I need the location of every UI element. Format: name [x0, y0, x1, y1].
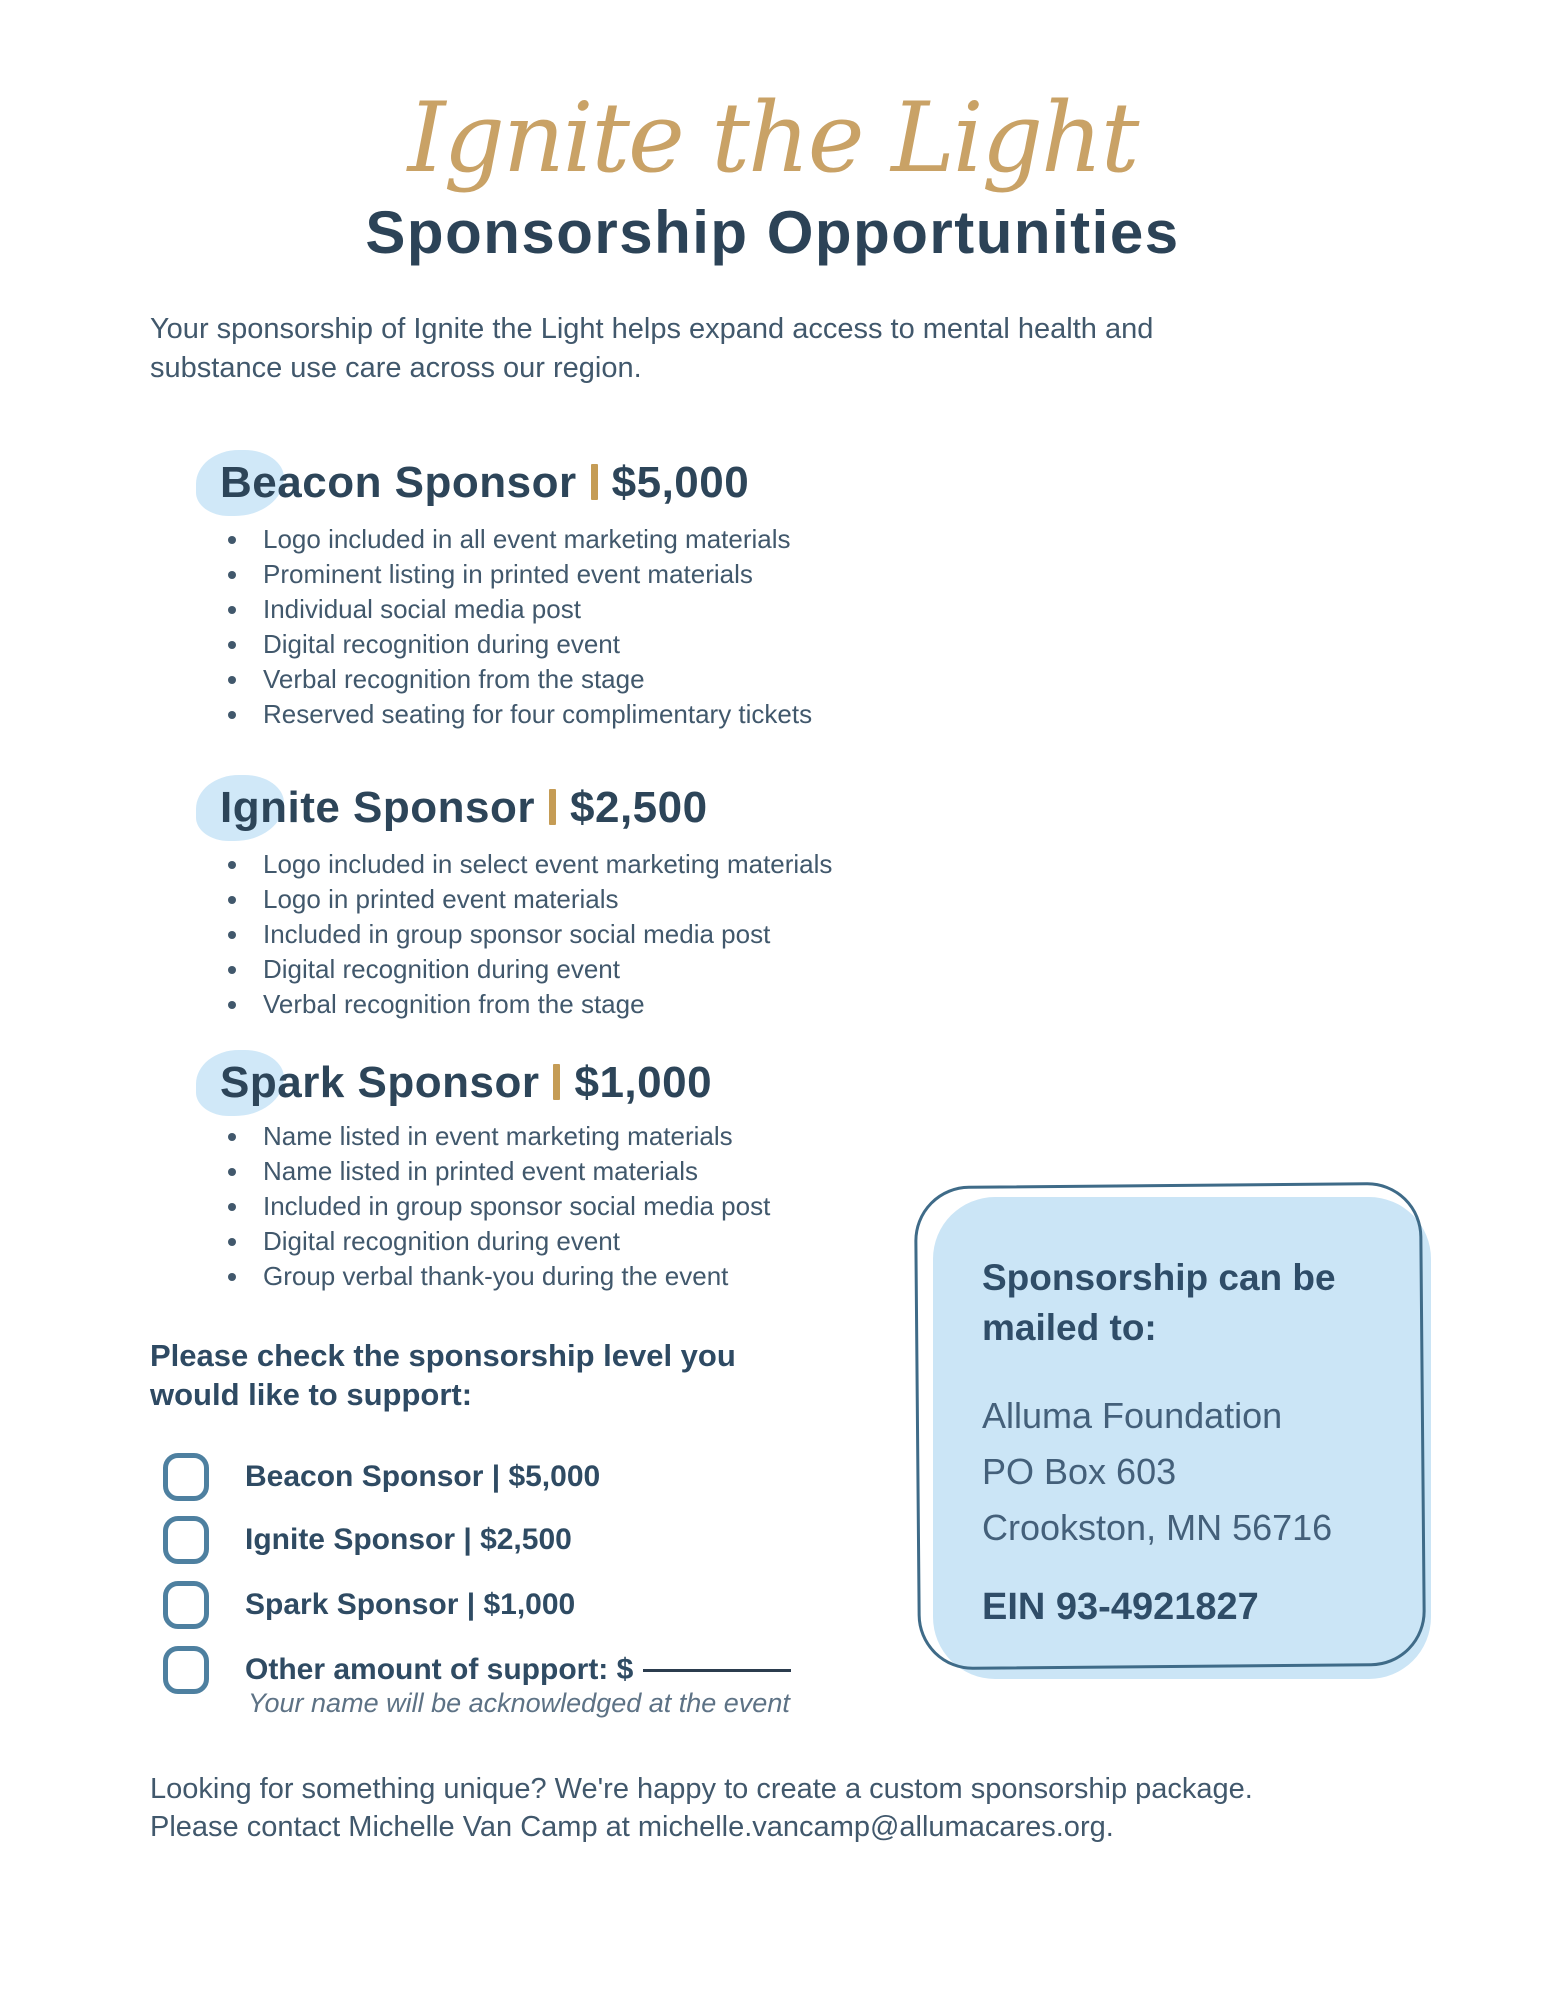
checkbox-spark[interactable] — [163, 1581, 209, 1629]
benefit-item: Digital recognition during event — [220, 627, 812, 662]
checkbox-other[interactable] — [163, 1646, 209, 1694]
tier-name: Ignite Sponsor — [220, 783, 535, 832]
benefit-item: Name listed in event marketing materials — [220, 1119, 770, 1154]
ein-number: EIN 93-4921827 — [982, 1586, 1259, 1628]
tier-price: $5,000 — [611, 458, 750, 507]
benefit-item: Verbal recognition from the stage — [220, 987, 832, 1022]
intro-paragraph — [150, 310, 1410, 388]
checkbox-beacon[interactable] — [163, 1453, 209, 1501]
benefit-item: Verbal recognition from the stage — [220, 662, 812, 697]
bullet-icon — [228, 1168, 236, 1176]
footer-line-2: Please contact Michelle Van Camp at michelle.vancamp@allumacares.org. — [150, 1811, 1114, 1843]
bullet-icon — [228, 931, 236, 939]
option-label-beacon: Beacon Sponsor | $5,000 — [245, 1460, 601, 1493]
event-script-title: Ignite the Light — [407, 82, 1138, 194]
intro-line-1: Your sponsorship of Ignite the Light helps expand access to mental health and — [150, 313, 1154, 345]
amount-input-line[interactable] — [643, 1669, 791, 1672]
benefit-item: Group verbal thank-you during the event — [220, 1259, 770, 1294]
bullet-icon — [228, 1273, 236, 1281]
mailing-box-heading: Sponsorship can be mailed to: — [982, 1257, 1336, 1348]
benefit-item: Included in group sponsor social media post — [220, 1189, 770, 1224]
benefit-item: Digital recognition during event — [220, 1224, 770, 1259]
bullet-icon — [228, 861, 236, 869]
other-amount-note: Your name will be acknowledged at the event — [248, 1688, 790, 1718]
form-heading-line-1: Please check the sponsorship level you — [150, 1338, 736, 1373]
benefit-item: Name listed in printed event materials — [220, 1154, 770, 1189]
benefit-item: Included in group sponsor social media post — [220, 917, 832, 952]
tier-heading-ignite — [220, 783, 708, 833]
mailing-address — [982, 1388, 1402, 1556]
bullet-icon — [228, 1001, 236, 1009]
option-label-other: Other amount of support: $ — [245, 1646, 791, 1694]
tier-heading-spark — [220, 1058, 712, 1108]
form-heading — [150, 1336, 790, 1414]
tier-name: Spark Sponsor — [220, 1058, 540, 1107]
tier-benefits-ignite — [220, 847, 832, 1022]
form-heading-line-2: would like to support: — [150, 1377, 473, 1412]
bullet-icon — [228, 1133, 236, 1141]
intro-line-2: substance use care across our region. — [150, 352, 642, 384]
tier-price: $2,500 — [570, 783, 708, 832]
bullet-icon — [228, 896, 236, 904]
benefit-item: Prominent listing in printed event materials — [220, 557, 812, 592]
benefit-item: Logo in printed event materials — [220, 882, 832, 917]
bullet-icon — [228, 606, 236, 614]
bullet-icon — [228, 966, 236, 974]
benefit-item: Reserved seating for four complimentary tickets — [220, 697, 812, 732]
tier-name: Beacon Sponsor — [220, 458, 577, 507]
mailing-city: Crookston, MN 56716 — [982, 1507, 1333, 1548]
option-label-ignite: Ignite Sponsor | $2,500 — [245, 1523, 572, 1556]
bullet-icon — [228, 711, 236, 719]
tier-benefits-beacon — [220, 522, 812, 732]
checkbox-ignite[interactable] — [163, 1516, 209, 1564]
mailing-org: Alluma Foundation — [982, 1395, 1283, 1436]
tier-heading-beacon — [220, 458, 749, 508]
bullet-icon — [228, 1238, 236, 1246]
separator-bar — [591, 464, 598, 500]
benefit-item: Digital recognition during event — [220, 952, 832, 987]
separator-bar — [553, 1064, 560, 1100]
footer-contact — [150, 1770, 1510, 1846]
footer-line-1: Looking for something unique? We're happy to create a custom sponsorship package. — [150, 1773, 1253, 1805]
page-title: Sponsorship Opportunities — [365, 199, 1180, 266]
tier-price: $1,000 — [574, 1058, 713, 1107]
mailing-po-box: PO Box 603 — [982, 1451, 1177, 1492]
separator-bar — [549, 789, 556, 825]
option-label-spark: Spark Sponsor | $1,000 — [245, 1588, 576, 1621]
bullet-icon — [228, 641, 236, 649]
bullet-icon — [228, 676, 236, 684]
bullet-icon — [228, 536, 236, 544]
bullet-icon — [228, 1203, 236, 1211]
benefit-item: Logo included in select event marketing materials — [220, 847, 832, 882]
tier-benefits-spark — [220, 1119, 770, 1294]
bullet-icon — [228, 571, 236, 579]
benefit-item: Logo included in all event marketing materials — [220, 522, 812, 557]
benefit-item: Individual social media post — [220, 592, 812, 627]
